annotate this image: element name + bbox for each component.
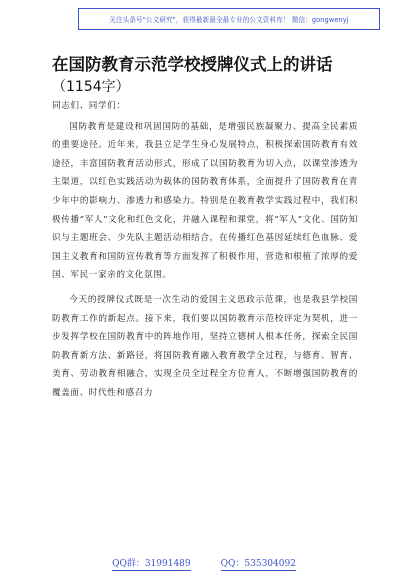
promo-banner-text: 关注头条号"公文研究"，获得最新最全最专业的公文资料库！ 微信：gongwenyj [109, 16, 349, 24]
document-title: 在国防教育示范学校授牌仪式上的讲话 [52, 55, 333, 74]
promo-banner [78, 8, 380, 30]
footer-qq-group: QQ群：31991489 [112, 559, 191, 569]
paragraph-2: 今天的授牌仪式既是一次生动的爱国主义思政示范课，也是我县学校国防教育工作的新起点。接下来，我们要以国防教育示范校评定为契机，进一步发挥学校在国防教育中的阵地作用，坚持立德树人根本任务，探索全民国防教育新方法、新路径，将国防教育融入教育教学全过程，与德育、智育、美育、劳动教育相融合，实现全员全过程全方位育人，不断增强国防教育的覆盖面、时代性和感召力 [52, 294, 358, 398]
word-count: （1154字） [52, 79, 130, 95]
greeting: 同志们、同学们： [52, 101, 126, 111]
footer [0, 559, 408, 571]
document-body [52, 97, 358, 403]
paragraph-1: 国防教育是建设和巩固国防的基础，是增强民族凝聚力、提高全民素质的重要途径。近年来，我县立足学生身心发展特点，积极探索国防教育有效途径，丰富国防教育活动形式，形成了以国防教育为切入点，以课堂渗透为主渠道，以红色实践活动为载体的国防教育体系，全面提升了国防教育在青少年中的影响力、渗透力和感染力。特别是在教育教学实践过程中，我们积极传播“军人”文化和红色文化，并融入课程和课堂，将“军人”文化、国防知识与主题班会、少先队主题活动相结合，在传播红色基因延续红色血脉、爱国主义教育和国防宣传教育等方面发挥了积极作用，营造和根植了浓厚的爱国、军民一家亲的文化氛围。 [52, 121, 358, 281]
footer-qq: QQ：535304092 [220, 559, 296, 569]
